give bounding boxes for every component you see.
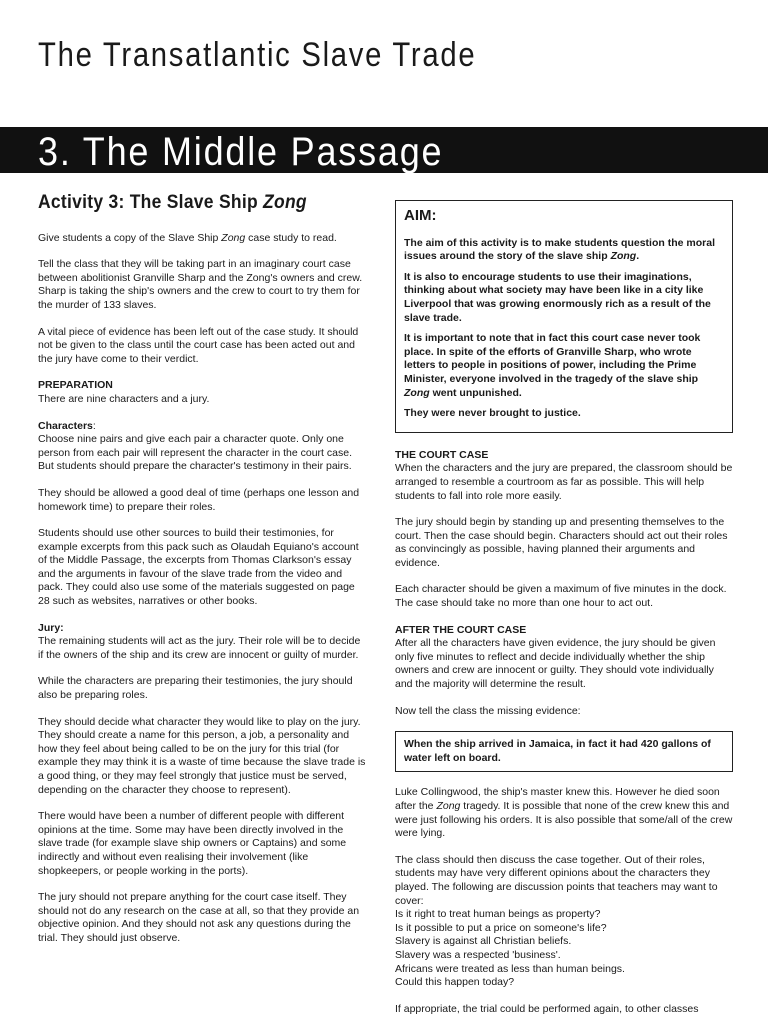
- characters-heading: Characters:: [38, 419, 96, 432]
- list-item: Is it possible to put a price on someone's life?: [395, 921, 607, 934]
- section-title: 3. The Middle Passage: [38, 130, 444, 174]
- list-item: Africans were treated as less than human beings.: [395, 962, 625, 975]
- court-case-heading: THE COURT CASE: [395, 448, 489, 461]
- after-court-case-heading: AFTER THE COURT CASE: [395, 623, 527, 636]
- minutes-paragraph: Each character should be given a maximum of five minutes in the dock. The case should take no more than one hour to act out.: [395, 583, 727, 610]
- activity-title: Activity 3: The Slave Ship Zong: [38, 192, 307, 213]
- after-court-case-text: After all the characters have given evidence, the jury should be given only five minutes to reflect and decide individually whether the ship owners and crew are innocent or guilty. They should vote individually and the majority will determine the result.: [395, 637, 716, 691]
- aim-paragraph-3: It is important to note that in fact this court case never took place. In spite of the efforts of Granville Sharp, who wrote letters to people in positions of power, including the Prime Minister, everyone involved in the tragedy of the slave ship Zong went unpunished.: [404, 332, 701, 399]
- jury-prep-paragraph: The jury should not prepare anything for the court case itself. They should not do any research on the case at all, so that they provide an objective opinion. And they should not ask any questions during the trial. They should just observe.: [38, 891, 360, 944]
- discussion-list: [395, 854, 733, 990]
- evidence-note-paragraph: A vital piece of evidence has been left out of the case study. It should not be given to the class until the court case has been acted out and the jury have come to their verdict.: [38, 325, 359, 365]
- court-case-paragraph: Tell the class that they will be taking part in an imaginary court case between abolitionist Granville Sharp and the Zong's owners and crew. Sharp is taking the ship's owners and the crew to court to try them for the murder of 133 slaves.: [38, 258, 363, 311]
- aim-paragraph-2: It is also to encourage students to use their imaginations, thinking about what society may have been like in a city like Liverpool that was growing enormously rich as a result of the slave trade.: [404, 270, 711, 324]
- opinions-paragraph: There would have been a number of different people with different opinions at the time. Some may have been directly involved in the slave trade (for example slave ship owners or Captains) and some indirectly and without even realising their involvement (like shopkeepers, or people working in the ports).: [38, 810, 347, 877]
- aim-paragraph-4: They were never brought to justice.: [404, 407, 581, 420]
- left-column: [38, 192, 368, 959]
- jury-heading: Jury:: [38, 621, 64, 634]
- time-paragraph: They should be allowed a good deal of time (perhaps one lesson and homework time) to prepare their roles.: [38, 486, 360, 513]
- jury-text: The remaining students will act as the jury. Their role will be to decide if the owners of the ship and its crew are innocent or guilty of murder.: [38, 635, 361, 661]
- document-title: The Transatlantic Slave Trade: [38, 36, 477, 74]
- collingwood-paragraph: Luke Collingwood, the ship's master knew this. However he died soon after the Zong tragedy. It is possible that none of the crew knew this and were just following his orders. It is also possible that some/all of the crew were lying.: [395, 786, 733, 840]
- court-case-text: When the characters and the jury are prepared, the classroom should be arranged to resemble a courtroom as far as possible. This will help students to fall into role more easily.: [395, 462, 733, 502]
- missing-evidence-paragraph: Now tell the class the missing evidence:: [395, 704, 581, 717]
- section-banner: [0, 127, 768, 173]
- preparation-heading: PREPARATION: [38, 379, 113, 392]
- aim-paragraph-1: The aim of this activity is to make students question the moral issues around the story of the slave ship Zong.: [404, 236, 715, 263]
- list-item: Slavery was a respected 'business'.: [395, 948, 561, 961]
- aim-box: [395, 200, 733, 433]
- closing-paragraph: If appropriate, the trial could be performed again, to other classes: [395, 1002, 699, 1015]
- evidence-box: When the ship arrived in Jamaica, in fact it had 420 gallons of water left on board.: [395, 731, 733, 772]
- begin-paragraph: The jury should begin by standing up and presenting themselves to the court. Then the case should begin. Characters should act out their roles as convincingly as possible, having planned their arguments and evidence.: [395, 516, 728, 569]
- list-item: Could this happen today?: [395, 976, 515, 989]
- jury-roles-paragraph: While the characters are preparing their testimonies, the jury should also be preparing roles.: [38, 675, 353, 702]
- preparation-text: There are nine characters and a jury.: [38, 392, 210, 405]
- intro-paragraph: Give students a copy of the Slave Ship Zong case study to read.: [38, 231, 337, 244]
- aim-title: AIM:: [404, 207, 437, 224]
- list-item: Is it right to treat human beings as property?: [395, 908, 601, 921]
- list-item: Slavery is against all Christian beliefs.: [395, 935, 572, 948]
- jury-character-paragraph: They should decide what character they would like to play on the jury. They should create a name for this person, a job, a personality and how they feel about being called to be on the jury for this trial (for example they may think it is a waste of time because the slave trade is a good thing, or they may feel strongly that justice must be served, depending on the character they choose to represent).: [38, 715, 366, 796]
- sources-paragraph: Students should use other sources to build their testimonies, for example excerpts from this pack such as Olaudah Equiano's account of the Middle Passage, the excerpts from Thomas Clarkson's essay and the arguments in favour of the slave trade from the video and pack. They could also use some of the materials suggested on page 28 such as websites, narratives or other books.: [38, 527, 359, 608]
- characters-text: Choose nine pairs and give each pair a character quote. Only one person from each pair will represent the character in the court case. But students should prepare the character's testimony in their pairs.: [38, 433, 352, 473]
- discussion-intro: The class should then discuss the case together. Out of their roles, students may have very different opinions about the characters they played. The following are discussion points that teachers may want to cover:: [395, 853, 718, 907]
- right-column: [395, 200, 733, 1029]
